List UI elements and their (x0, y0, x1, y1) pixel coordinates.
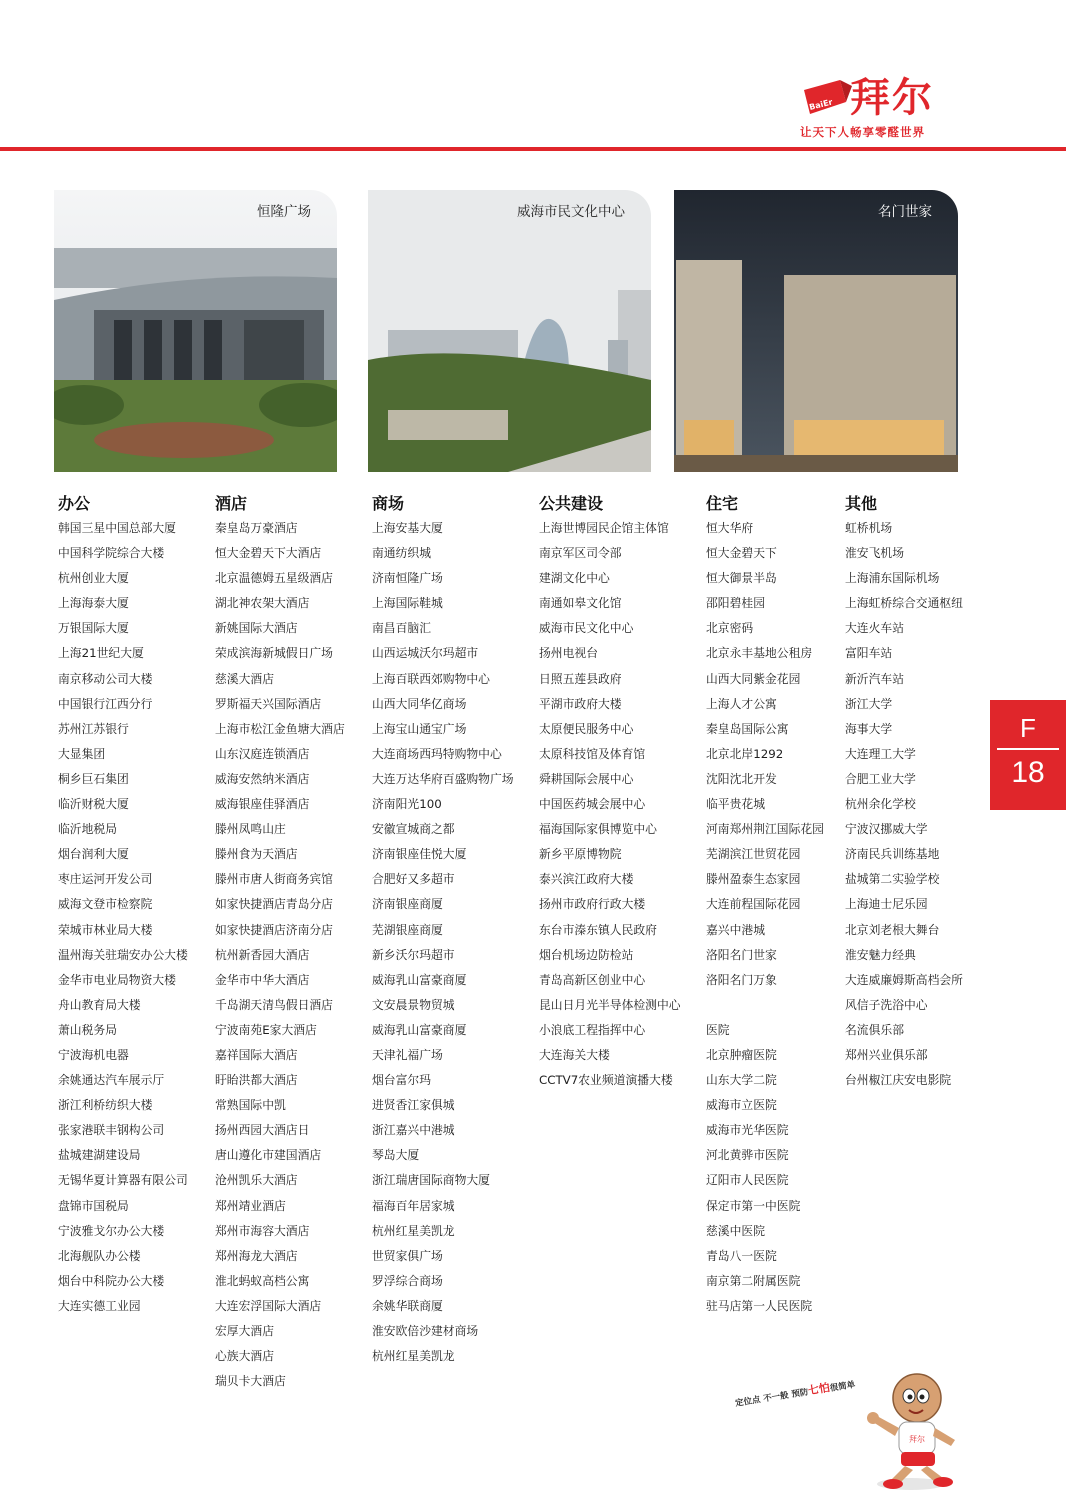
list-item: 扬州西园大酒店日 (215, 1123, 310, 1138)
list-item: 万银国际大厦 (58, 621, 129, 636)
list-item: 杭州创业大厦 (58, 571, 129, 586)
logo-mark-text: BaiEr (808, 97, 834, 112)
list-item: 进贤香江家俱城 (372, 1098, 455, 1113)
list-item: 罗斯福天兴国际酒店 (215, 696, 322, 711)
list-item: 浙江瑞唐国际商物大厦 (372, 1173, 490, 1188)
list-item: 上海21世纪大厦 (58, 646, 144, 661)
column-other (845, 494, 963, 1093)
list-item: 大连商场西玛特购物中心 (372, 746, 502, 761)
list-item: 上海迪士尼乐园 (845, 897, 928, 912)
list-item: 山西大同华亿商场 (372, 696, 467, 711)
list-item: 山东汉庭连锁酒店 (215, 746, 310, 761)
column-office (58, 494, 188, 1319)
list-item: 慈溪大酒店 (215, 671, 274, 686)
list-item: 南通纺织城 (372, 546, 431, 561)
mascot-figure-icon (855, 1366, 967, 1492)
list-item: 大连威廉姆斯高档会所 (845, 972, 963, 987)
photo-caption: 名门世家 (878, 204, 932, 220)
list-item: 河南郑州荆江国际花园 (706, 822, 824, 837)
list-item: 南京移动公司大楼 (58, 671, 153, 686)
mascot-slogan-part1: 定位点 不一般 预防 (734, 1387, 810, 1409)
brand-logo (800, 74, 958, 146)
brand-name: 拜尔 (850, 75, 934, 121)
list-item: 济南民兵训练基地 (845, 847, 940, 862)
list-item: 烟台中科院办公大楼 (58, 1273, 165, 1288)
list-item: 千岛湖天清鸟假日酒店 (215, 997, 333, 1012)
photo-hanglung-plaza-image (54, 190, 337, 472)
section-letter: F (1020, 713, 1036, 743)
list-item: 盘锦市国税局 (58, 1198, 129, 1213)
list-item: 北京温德姆五星级酒店 (215, 571, 333, 586)
list-item: 名流俱乐部 (845, 1022, 904, 1037)
mascot-slogan (734, 1375, 856, 1410)
list-item: 中国医药城会展中心 (539, 797, 646, 812)
project-list (706, 516, 824, 993)
list-item: 中国科学院综合大楼 (58, 546, 165, 561)
list-item: 大连前程国际花园 (706, 897, 801, 912)
photo-mingmen-residence-image (674, 190, 958, 472)
list-item: 杭州新香园大酒店 (215, 947, 310, 962)
list-item: 新乡平原博物院 (539, 847, 622, 862)
list-item: 滕州食为天酒店 (215, 847, 298, 862)
column-heading: 商场 (372, 494, 405, 513)
list-item: 威海安然纳米酒店 (215, 771, 310, 786)
list-item: 日照五莲县政府 (539, 671, 622, 686)
photo-weihai-culture-center (368, 190, 651, 472)
list-item: 枣庄运河开发公司 (58, 872, 153, 887)
list-item: 上海安基大厦 (372, 521, 443, 535)
list-item: 中国银行江西分行 (58, 696, 153, 711)
list-item: 风信子洗浴中心 (845, 997, 928, 1012)
list-item: 荣成滨海新城假日广场 (215, 646, 333, 661)
list-item: 大连宏浮国际大酒店 (215, 1298, 322, 1313)
list-item: 滕州市唐人街商务宾馆 (215, 872, 333, 887)
list-item: 慈溪中医院 (706, 1223, 765, 1238)
photo-weihai-culture-center-image (368, 190, 651, 472)
list-item: 郑州靖业酒店 (215, 1198, 286, 1213)
list-item: 唐山遵化市建国酒店 (215, 1148, 322, 1163)
list-item: 大连万达华府百盛购物广场 (372, 771, 514, 786)
list-item: 昆山日月光半导体检测中心 (539, 997, 681, 1012)
list-item: 威海市光华医院 (706, 1123, 789, 1138)
list-item: 浙江利桥纺织大楼 (58, 1098, 153, 1113)
list-item: 桐乡巨石集团 (58, 771, 129, 786)
list-item: 富阳车站 (845, 646, 893, 661)
list-item: CCTV7农业频道演播大楼 (539, 1073, 673, 1088)
list-item: 北京肿瘤医院 (706, 1047, 777, 1062)
list-item: 苏州江苏银行 (58, 721, 129, 736)
list-item: 杭州红星美凯龙 (372, 1349, 455, 1364)
list-item: 太原便民服务中心 (539, 721, 634, 736)
list-item: 如家快捷酒店青岛分店 (215, 897, 333, 912)
list-item: 北京密码 (706, 621, 754, 636)
list-item: 威海市立医院 (706, 1098, 777, 1113)
list-item: 青岛八一医院 (706, 1248, 777, 1263)
list-item: 小浪底工程指挥中心 (539, 1022, 646, 1037)
project-list (215, 516, 345, 1394)
list-item: 山东大学二院 (706, 1073, 777, 1088)
list-item: 合肥好又多超市 (372, 872, 455, 887)
list-item: 新乡沃尔玛超市 (372, 947, 455, 962)
list-item: 东台市溱东镇人民政府 (539, 922, 657, 937)
column-residential (706, 494, 824, 1319)
list-item: 上海人才公寓 (706, 696, 777, 711)
list-item: 济南恒隆广场 (372, 571, 443, 586)
list-item: 盱眙洪都大酒店 (215, 1073, 298, 1088)
mascot-slogan-part2: 很简单 (829, 1380, 857, 1394)
list-item: 南昌百脑汇 (372, 621, 431, 636)
list-item: 福海百年居家城 (372, 1198, 455, 1213)
list-item: 滕州盈泰生态家园 (706, 872, 801, 887)
list-item: 宁波南苑E家大酒店 (215, 1022, 317, 1037)
list-item: 洛阳名门万象 (706, 972, 777, 987)
list-item: 南通如皋文化馆 (539, 596, 622, 611)
list-item: 浙江大学 (845, 696, 893, 711)
list-item: 淮安飞机场 (845, 546, 904, 561)
list-item: 临沂地税局 (58, 822, 117, 837)
list-item: 沈阳沈北开发 (706, 771, 777, 786)
list-item: 舜耕国际会展中心 (539, 771, 634, 786)
list-item: 北京北岸1292 (706, 746, 784, 761)
list-item: 无锡华夏计算器有限公司 (58, 1173, 188, 1188)
list-item: 济南银座佳悦大厦 (372, 847, 467, 862)
list-item: 余姚华联商厦 (372, 1298, 443, 1313)
list-item: 威海乳山富豪商厦 (372, 1022, 467, 1037)
list-item: 洛阳名门世家 (706, 947, 777, 962)
list-item: 保定市第一中医院 (706, 1198, 801, 1213)
project-list (58, 516, 188, 1319)
list-item: 大连实德工业园 (58, 1298, 141, 1313)
list-item: 上海国际鞋城 (372, 596, 443, 611)
brand-slogan: 让天下人畅享零醛世界 (800, 125, 925, 139)
list-item: 临平贵花城 (706, 797, 765, 812)
mascot-shirt-text: 拜尔 (909, 1435, 925, 1444)
list-item: 辽阳市人民医院 (706, 1173, 789, 1188)
list-item: 大显集团 (58, 746, 106, 761)
list-item: 宁波汉挪威大学 (845, 822, 928, 837)
list-item: 海事大学 (845, 721, 893, 736)
list-item: 福海国际家俱博览中心 (539, 822, 657, 837)
list-item: 世贸家俱广场 (372, 1248, 443, 1263)
photo-caption: 恒隆广场 (257, 204, 311, 220)
column-heading: 酒店 (215, 494, 248, 513)
list-item: 上海百联西郊购物中心 (372, 671, 490, 686)
photo-mingmen-residence (674, 190, 958, 472)
list-item: 恒大金碧天下 (706, 546, 777, 561)
hospital-list (706, 1043, 824, 1319)
list-item: 郑州海龙大酒店 (215, 1248, 298, 1263)
list-item: 萧山税务局 (58, 1022, 117, 1037)
list-item: 郑州市海容大酒店 (215, 1223, 310, 1238)
list-item: 芜湖滨江世贸花园 (706, 847, 801, 862)
list-item: 驻马店第一人民医院 (706, 1298, 813, 1313)
list-item: 金华市中华大酒店 (215, 972, 310, 987)
column-heading: 其他 (845, 494, 878, 513)
list-item: 郑州兴业俱乐部 (845, 1047, 928, 1062)
list-item: 天津礼福广场 (372, 1047, 443, 1062)
list-item: 威海文登市检察院 (58, 897, 153, 912)
list-item: 恒大华府 (706, 521, 754, 535)
list-item: 上海宝山通宝广场 (372, 721, 467, 736)
list-item: 济南阳光100 (372, 797, 442, 812)
list-item: 南京军区司令部 (539, 546, 622, 561)
list-item: 金华市电业局物资大楼 (58, 972, 176, 987)
list-item: 如家快捷酒店济南分店 (215, 922, 333, 937)
list-item: 山西运城沃尔玛超市 (372, 646, 479, 661)
list-item: 上海浦东国际机场 (845, 571, 940, 586)
list-item: 扬州电视台 (539, 646, 598, 661)
list-item: 芜湖银座商厦 (372, 922, 443, 937)
list-item: 台州椒江庆安电影院 (845, 1073, 952, 1088)
list-item: 文安晨景物贸城 (372, 997, 455, 1012)
list-item: 烟台富尔玛 (372, 1073, 431, 1088)
list-item: 杭州余化学校 (845, 797, 916, 812)
list-item: 宏厚大酒店 (215, 1324, 274, 1338)
list-item: 浙江嘉兴中港城 (372, 1123, 455, 1138)
list-item: 上海世博园民企馆主体馆 (539, 521, 669, 535)
list-item: 北京永丰基地公租房 (706, 646, 813, 661)
column-public (539, 494, 681, 1093)
list-item: 大连海关大楼 (539, 1047, 610, 1062)
list-item: 新沂汽车站 (845, 671, 904, 686)
column-heading: 公共建设 (539, 494, 604, 513)
list-item: 韩国三星中国总部大厦 (58, 521, 176, 535)
list-item: 威海银座佳驿酒店 (215, 797, 310, 812)
list-item: 常熟国际中凯 (215, 1098, 286, 1113)
logo-flag-icon (800, 80, 852, 116)
mascot-badge (735, 1366, 967, 1492)
list-item: 泰兴滨江政府大楼 (539, 872, 634, 887)
list-item: 烟台润利大厦 (58, 847, 129, 862)
list-item: 淮北蚂蚁高档公寓 (215, 1273, 310, 1288)
list-item: 杭州红星美凯龙 (372, 1223, 455, 1238)
photo-hanglung-plaza (54, 190, 337, 472)
list-item: 合肥工业大学 (845, 771, 916, 786)
list-item: 张家港联丰钢构公司 (58, 1123, 165, 1138)
list-item: 心族大酒店 (215, 1349, 274, 1364)
list-item: 上海虹桥综合交通枢纽 (845, 596, 963, 611)
list-item: 宁波海机电器 (58, 1047, 129, 1062)
list-item: 舟山教育局大楼 (58, 997, 141, 1012)
page-number: 18 (1011, 756, 1045, 789)
photo-caption: 威海市民文化中心 (517, 204, 625, 220)
list-item: 沧州凯乐大酒店 (215, 1173, 298, 1188)
list-item: 温州海关驻瑞安办公大楼 (58, 947, 188, 962)
list-item: 恒大金碧天下大酒店 (215, 546, 322, 561)
list-item: 北京刘老根大舞台 (845, 922, 940, 937)
list-item: 烟台机场边防检站 (539, 947, 634, 962)
header-divider (0, 147, 1066, 151)
list-item: 建湖文化中心 (539, 571, 610, 586)
list-item: 淮安欧倍沙建材商场 (372, 1324, 479, 1338)
list-item: 罗浮综合商场 (372, 1273, 443, 1288)
page-tab (990, 700, 1066, 810)
list-item: 太原科技馆及体育馆 (539, 746, 646, 761)
hospital-subheading: 医院 (706, 1022, 730, 1037)
list-item: 湖北神农架大酒店 (215, 596, 310, 611)
column-hotel (215, 494, 345, 1394)
list-item: 盐城第二实验学校 (845, 872, 940, 887)
list-item: 宁波雅戈尔办公大楼 (58, 1223, 165, 1238)
list-item: 淮安魅力经典 (845, 947, 916, 962)
list-item: 威海乳山富豪商厦 (372, 972, 467, 987)
project-list (539, 516, 681, 1093)
mascot-slogan-highlight: 七怕 (807, 1381, 831, 1398)
project-list (845, 516, 963, 1093)
column-mall (372, 494, 514, 1369)
list-item: 秦皇岛国际公寓 (706, 721, 789, 736)
project-list (372, 516, 514, 1369)
list-item: 琴岛大厦 (372, 1148, 420, 1163)
list-item: 嘉祥国际大酒店 (215, 1047, 298, 1062)
list-item: 上海海泰大厦 (58, 596, 129, 611)
list-item: 河北黄骅市医院 (706, 1148, 789, 1163)
column-heading: 办公 (58, 494, 91, 513)
list-item: 济南银座商厦 (372, 897, 443, 912)
list-item: 扬州市政府行政大楼 (539, 897, 646, 912)
list-item: 威海市民文化中心 (539, 621, 634, 636)
list-item: 余姚通达汽车展示厅 (58, 1073, 165, 1088)
list-item: 滕州凤鸣山庄 (215, 822, 286, 837)
list-item: 恒大御景半岛 (706, 571, 777, 586)
list-item: 大连理工大学 (845, 746, 916, 761)
list-item: 嘉兴中港城 (706, 922, 765, 937)
list-item: 安徽宣城商之都 (372, 822, 455, 837)
list-item: 南京第二附属医院 (706, 1273, 801, 1288)
column-heading: 住宅 (706, 494, 739, 513)
list-item: 瑞贝卡大酒店 (215, 1374, 286, 1389)
list-item: 上海市松江金鱼塘大酒店 (215, 721, 345, 736)
list-item: 邵阳碧桂园 (706, 596, 765, 611)
list-item: 盐城建湖建设局 (58, 1148, 141, 1163)
list-item: 临沂财税大厦 (58, 797, 129, 812)
list-item: 青岛高新区创业中心 (539, 972, 646, 987)
list-item: 新姚国际大酒店 (215, 621, 298, 636)
list-item: 荣城市林业局大楼 (58, 922, 153, 937)
list-item: 北海舰队办公楼 (58, 1248, 141, 1263)
list-item: 大连火车站 (845, 621, 904, 636)
list-item: 虹桥机场 (845, 521, 893, 535)
list-item: 平湖市政府大楼 (539, 696, 622, 711)
list-item: 山西大同紫金花园 (706, 671, 801, 686)
list-item: 秦皇岛万豪酒店 (215, 521, 298, 535)
